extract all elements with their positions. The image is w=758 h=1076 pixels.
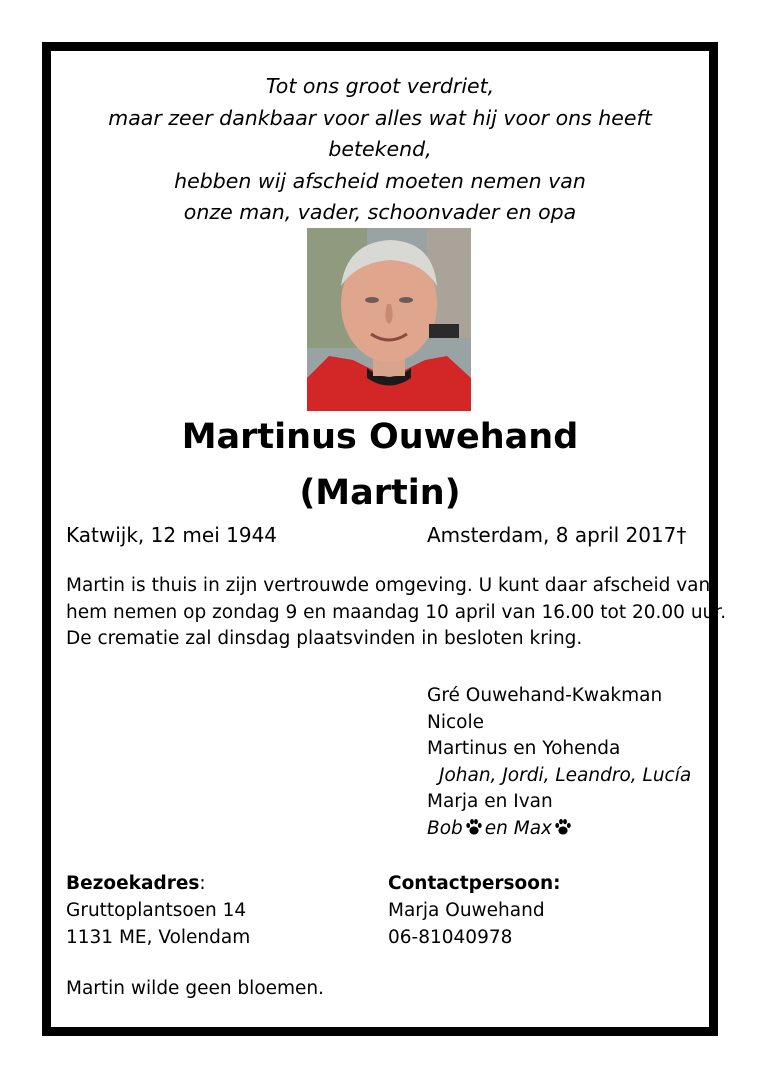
message-text (66, 573, 727, 653)
visit-heading-colon: : (199, 873, 206, 894)
contact-phone: 06-81040978 (388, 927, 513, 948)
visit-city: 1131 ME, Volendam (66, 927, 251, 948)
contact-person (388, 870, 561, 951)
message-line: De crematie zal dinsdag plaatsvinden in besloten kring. (66, 628, 583, 649)
deceased-name: Martinus Ouwehand (181, 417, 579, 457)
intro-line: betekend, (328, 137, 432, 161)
deceased-nickname: (Martin) (299, 473, 461, 513)
message-line: Martin is thuis in zijn vertrouwde omgeving. U kunt daar afscheid van (66, 575, 711, 596)
family-child: Nicole (427, 711, 484, 733)
family-list (427, 683, 691, 844)
intro-line: hebben wij afscheid moeten nemen van (174, 168, 586, 193)
notice-frame (42, 42, 727, 1036)
family-child: Marja en Ivan (427, 791, 553, 812)
visit-address (66, 870, 250, 951)
portrait-illustration (307, 228, 471, 411)
death-date: Amsterdam, 8 april 2017† (427, 523, 687, 547)
intro-line: onze man, vader, schoonvader en opa (183, 200, 577, 224)
paw-print-icon (465, 818, 483, 845)
pet-name: en Max (484, 817, 552, 839)
family-pets (427, 816, 691, 845)
contact-name: Marja Ouwehand (388, 900, 545, 921)
pet-name: Bob (427, 817, 463, 839)
paw-print-icon (554, 818, 572, 845)
intro-text (51, 71, 709, 229)
closing-note: Martin wilde geen bloemen. (66, 978, 325, 999)
visit-heading: Bezoekadres (66, 873, 200, 894)
family-grandchildren: Johan, Jordi, Leandro, Lucía (439, 764, 692, 786)
birth-date: Katwijk, 12 mei 1944 (66, 523, 278, 547)
intro-line: Tot ons groot verdriet, (265, 74, 495, 98)
intro-line: maar zeer dankbaar voor alles wat hij voor ons heeft (108, 105, 652, 130)
contact-heading: Contactpersoon: (388, 873, 561, 894)
message-line: hem nemen op zondag 9 en maandag 10 april van 16.00 tot 20.00 uur. (66, 601, 727, 623)
family-child: Martinus en Yohenda (427, 738, 621, 759)
family-spouse: Gré Ouwehand-Kwakman (427, 685, 663, 706)
visit-street: Gruttoplantsoen 14 (66, 900, 247, 921)
portrait-photo (307, 228, 471, 411)
